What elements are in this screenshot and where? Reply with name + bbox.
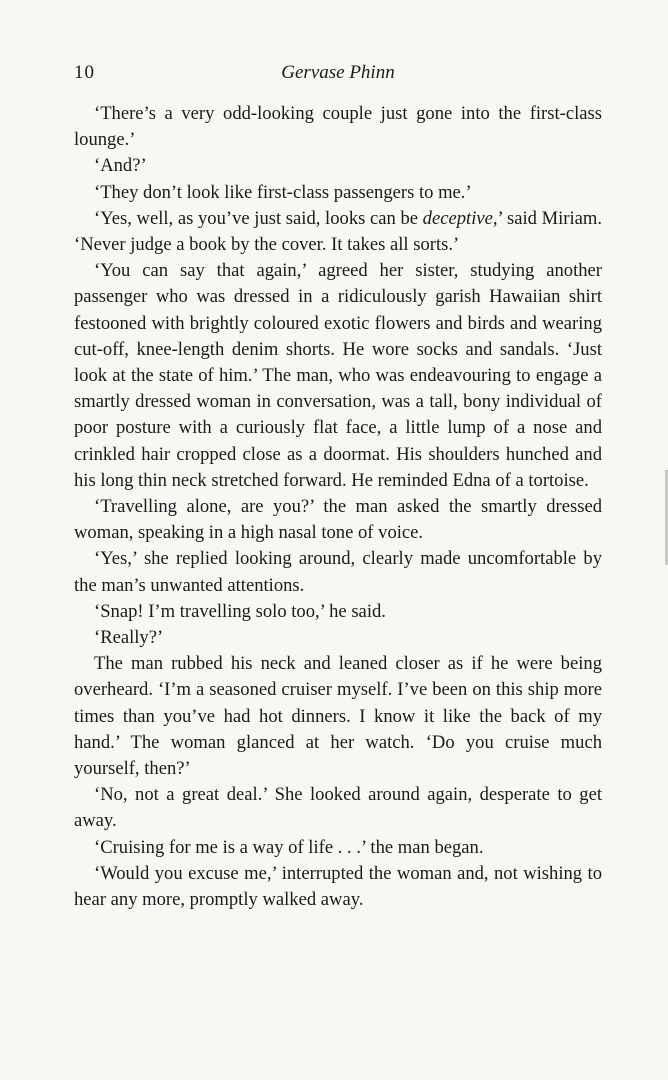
paragraph: ‘Snap! I’m travelling solo too,’ he said.: [94, 600, 386, 622]
paragraph: ‘Would you excuse me,’ interrupted the woman and, not wishing to hear any more, promptly walked away.: [74, 862, 602, 911]
body-text: [74, 101, 602, 913]
italic-emphasis: deceptive,: [422, 207, 498, 229]
paragraph: The man rubbed his neck and leaned closer as if he were being overheard. ‘I’m a seasoned cruiser myself. I’ve been on this ship more times than you’ve had hot dinners. I know it like the back of my hand.’ The woman glanced at her watch. ‘Do you cruise much yourself, then?’: [74, 653, 602, 780]
page-number: 10: [74, 62, 95, 83]
paragraph: ‘Yes, well, as you’ve just said, looks can be deceptive,’ said Miriam. ‘Never judge a book by the cover. It takes all sorts.’: [74, 207, 603, 256]
paragraph: ‘Really?’: [94, 627, 164, 649]
paragraph: ‘Travelling alone, are you?’ the man asked the smartly dressed woman, speaking in a high nasal tone of voice.: [74, 496, 602, 544]
paragraph: ‘There’s a very odd-looking couple just gone into the first-class lounge.’: [74, 103, 602, 151]
paragraph: ‘And?’: [94, 155, 147, 177]
paragraph: ‘Cruising for me is a way of life . . .’ the man began.: [94, 836, 484, 858]
paragraph: ‘They don’t look like first-class passengers to me.’: [94, 181, 472, 203]
page-header: [74, 62, 602, 86]
paragraph: ‘Yes,’ she replied looking around, clearly made uncomfortable by the man’s unwanted attentions.: [74, 548, 602, 596]
paragraph: ‘You can say that again,’ agreed her sister, studying another passenger who was dressed in a ridiculously garish Hawaiian shirt festooned with brightly coloured exotic flowers and birds and wearing cut-off, knee-length denim shorts. He wore socks and sandals. ‘Just look at the state of him.’ The man, who was endeavouring to engage a smartly dressed woman in conversation, was a tall, bony individual of poor posture with a curiously flat face, a little lump of a nose and crinkled hair cropped close as a doormat. His shoulders hunched and his long thin neck stretched forward. He reminded Edna of a tortoise.: [74, 260, 602, 491]
paragraph: ‘No, not a great deal.’ She looked around again, desperate to get away.: [74, 784, 602, 832]
running-head-author: Gervase Phinn: [281, 62, 395, 83]
